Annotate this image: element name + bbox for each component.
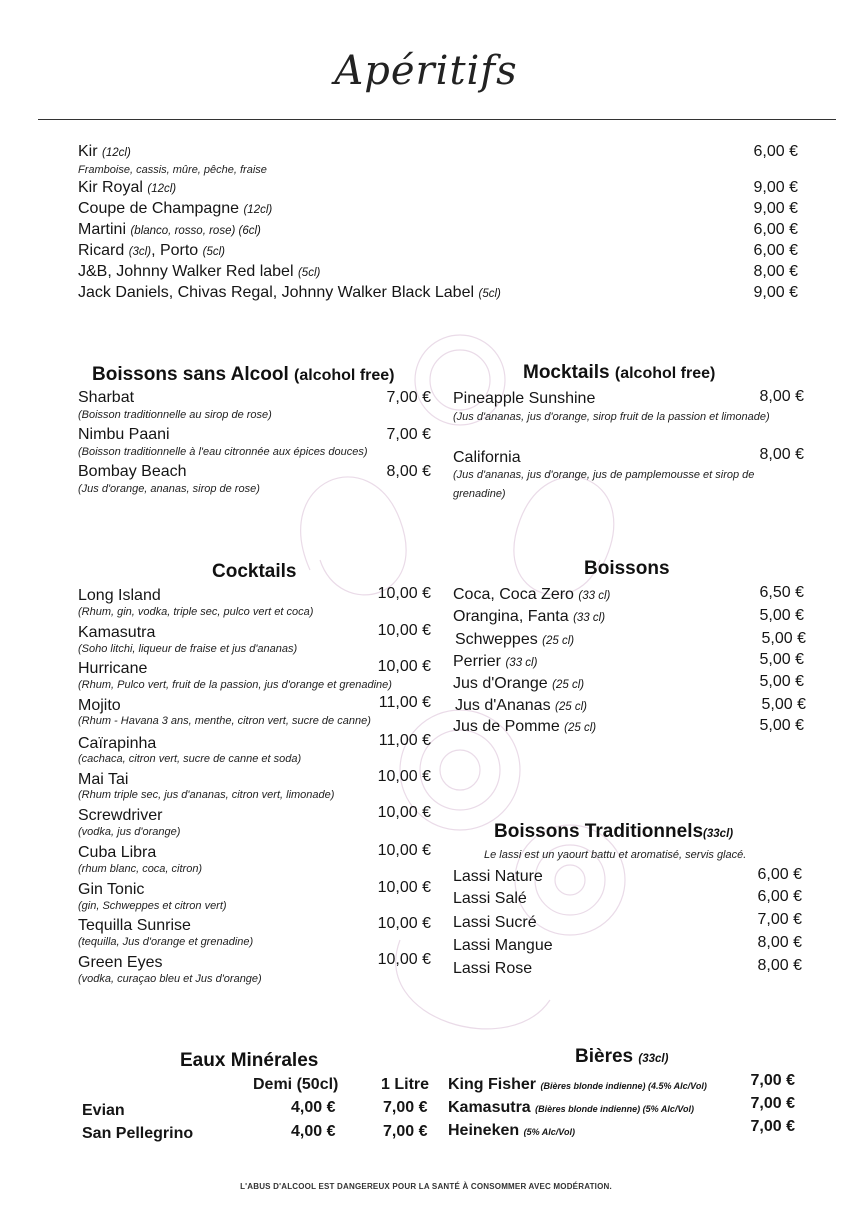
column-header-demi: Demi (50cl) xyxy=(253,1076,339,1093)
item-description: (Jus d'ananas, jus d'orange, sirop fruit de la passion et limonade) xyxy=(453,411,770,423)
section-title-mocktails xyxy=(523,362,715,384)
item-price: 7,00 € xyxy=(750,1095,795,1112)
item-size: (33 cl) xyxy=(578,590,611,602)
item-name: Jus de Pomme xyxy=(453,718,560,735)
item-price: 8,00 € xyxy=(757,957,802,974)
item-description: (Jus d'orange, ananas, sirop de rose) xyxy=(78,483,260,495)
page-title: Apéritifs xyxy=(334,48,518,94)
item-price: 7,00 € xyxy=(750,1118,795,1135)
item-size: (25 cl) xyxy=(564,722,597,734)
item-price: 7,00 € xyxy=(750,1072,795,1089)
item-name: J&B, Johnny Walker Red label xyxy=(78,263,294,280)
item-price: 6,00 € xyxy=(757,888,802,905)
item-description: (cachaca, citron vert, sucre de canne et soda) xyxy=(78,753,302,765)
item-size: (25 cl) xyxy=(555,701,587,713)
item-description: (vodka, jus d'orange) xyxy=(78,826,181,838)
item-name: Martini xyxy=(78,221,127,238)
item-name: Perrier xyxy=(453,653,502,670)
item-name: Ricard xyxy=(78,242,125,259)
item-price: 6,50 € xyxy=(759,584,804,601)
item-name: Screwdriver xyxy=(78,807,163,824)
section-title-text: Boissons sans Alcool xyxy=(92,364,289,385)
item-price: 10,00 € xyxy=(377,585,431,602)
item-price: 10,00 € xyxy=(377,622,431,639)
item-name: Mai Tai xyxy=(78,771,129,788)
item-price: 10,00 € xyxy=(377,842,431,859)
item-price: 8,00 € xyxy=(759,446,804,463)
item-size: (33 cl) xyxy=(573,612,606,624)
item-price: 5,00 € xyxy=(761,630,806,647)
item-name: Bombay Beach xyxy=(78,463,187,480)
item-price: 10,00 € xyxy=(377,768,431,785)
item-name: Tequilla Sunrise xyxy=(78,917,191,934)
item-name: Lassi Rose xyxy=(453,960,533,977)
item-price: 6,00 € xyxy=(757,866,802,883)
item-name: Lassi Sucré xyxy=(453,914,537,931)
item-name: Jus d'Ananas xyxy=(455,697,551,714)
section-title-cocktails: Cocktails xyxy=(212,561,297,582)
section-title-note: (33cl) xyxy=(703,828,734,840)
item-name: Heineken xyxy=(448,1122,520,1139)
item-name: Long Island xyxy=(78,587,161,604)
list-item xyxy=(78,242,798,263)
item-price-demi: 4,00 € xyxy=(291,1099,336,1116)
item-size: (25 cl) xyxy=(552,679,585,691)
item-description: (Boisson traditionnelle à l'eau citronnée aux épices douces) xyxy=(78,446,368,458)
item-description: (Rhum triple sec, jus d'ananas, citron vert, limonade) xyxy=(78,789,335,801)
item-size-2: (5cl) xyxy=(202,246,226,258)
item-price: 10,00 € xyxy=(377,658,431,675)
item-price: 10,00 € xyxy=(377,804,431,821)
item-name: Coupe de Champagne xyxy=(78,200,240,217)
item-price: 5,00 € xyxy=(759,673,804,690)
title-divider xyxy=(38,119,836,120)
item-price: 10,00 € xyxy=(377,879,431,896)
item-name: Lassi Nature xyxy=(453,868,543,885)
item-price: 9,00 € xyxy=(753,200,798,217)
column-header-litre: 1 Litre xyxy=(381,1076,430,1093)
item-name: Hurricane xyxy=(78,660,148,677)
section-title-eaux: Eaux Minérales xyxy=(180,1050,319,1071)
item-name: Jack Daniels, Chivas Regal, Johnny Walker Black Label xyxy=(78,284,475,301)
item-price-demi: 4,00 € xyxy=(291,1123,336,1140)
item-description: (Soho litchi, liqueur de fraise et jus d'ananas) xyxy=(78,643,298,655)
item-price: 6,00 € xyxy=(753,242,798,259)
item-price: 5,00 € xyxy=(761,696,806,713)
item-price: 8,00 € xyxy=(386,463,431,480)
item-price: 7,00 € xyxy=(386,389,431,406)
item-description: (Rhum, Pulco vert, fruit de la passion, jus d'orange et grenadine) xyxy=(78,679,392,691)
item-name-2: , Porto xyxy=(151,242,199,259)
item-price: 5,00 € xyxy=(759,717,804,734)
item-size: (25 cl) xyxy=(542,635,575,647)
item-name: Kir Royal xyxy=(78,179,143,196)
list-item xyxy=(78,143,798,164)
item-description: (gin, Schweppes et citron vert) xyxy=(78,900,227,912)
item-description: (Jus d'ananas, jus d'orange, jus de pamplemousse et sirop de grenadine) xyxy=(453,469,755,500)
item-name: California xyxy=(453,449,521,466)
item-size: (5cl) xyxy=(297,267,321,279)
item-name: King Fisher xyxy=(448,1076,537,1093)
item-name: Coca, Coca Zero xyxy=(453,586,574,603)
item-size: (Bières blonde indienne) (4.5% Alc/Vol) xyxy=(540,1081,707,1091)
item-name: Kamasutra xyxy=(448,1099,531,1116)
item-price: 8,00 € xyxy=(757,934,802,951)
section-title-note: (33cl) xyxy=(638,1053,669,1065)
item-name: Pineapple Sunshine xyxy=(453,390,596,407)
item-price: 7,00 € xyxy=(386,426,431,443)
section-subtitle: Le lassi est un yaourt battu et aromatisé, servis glacé. xyxy=(484,849,747,861)
item-price: 11,00 € xyxy=(378,732,431,749)
item-description: Framboise, cassis, mûre, pêche, fraise xyxy=(78,164,267,176)
item-description: (vodka, curaçao bleu et Jus d'orange) xyxy=(78,973,262,985)
item-name: Jus d'Orange xyxy=(453,675,548,692)
section-title-boissons: Boissons xyxy=(584,558,670,579)
list-item xyxy=(78,284,798,305)
item-size: (blanco, rosso, rose) (6cl) xyxy=(130,225,261,237)
item-price: 5,00 € xyxy=(759,651,804,668)
item-name: Gin Tonic xyxy=(78,881,145,898)
item-price: 9,00 € xyxy=(753,179,798,196)
item-size: (12cl) xyxy=(243,204,273,216)
section-title-text: Bières xyxy=(575,1046,634,1067)
section-title-sans-alcool xyxy=(92,364,395,386)
item-name: Kir xyxy=(78,143,98,160)
item-size: (5% Alc/Vol) xyxy=(523,1127,575,1137)
section-title-note: (alcohol free) xyxy=(614,365,716,382)
list-item xyxy=(78,263,798,284)
item-name: Mojito xyxy=(78,697,121,714)
item-description: (Rhum - Havana 3 ans, menthe, citron vert, sucre de canne) xyxy=(78,715,371,727)
item-name: Schweppes xyxy=(455,631,538,648)
item-price: 9,00 € xyxy=(753,284,798,301)
item-price: 5,00 € xyxy=(759,607,804,624)
item-name: San Pellegrino xyxy=(82,1125,194,1142)
item-name: Lassi Salé xyxy=(453,890,527,907)
item-name: Caïrapinha xyxy=(78,735,157,752)
item-description: (Rhum, gin, vodka, triple sec, pulco vert et coca) xyxy=(78,606,314,618)
item-name: Green Eyes xyxy=(78,954,163,971)
item-description: (Boisson traditionnelle au sirop de rose) xyxy=(78,409,272,421)
list-item xyxy=(78,221,798,242)
item-size: (3cl) xyxy=(128,246,152,258)
item-price: 10,00 € xyxy=(377,951,431,968)
item-price-litre: 7,00 € xyxy=(383,1099,428,1116)
item-price: 6,00 € xyxy=(753,221,798,238)
item-price: 8,00 € xyxy=(753,263,798,280)
section-title-note: (alcohol free) xyxy=(294,367,395,384)
item-name: Orangina, Fanta xyxy=(453,608,569,625)
list-item xyxy=(78,200,798,221)
item-name: Lassi Mangue xyxy=(453,937,553,954)
item-size: (Bières blonde indienne) (5% Alc/Vol) xyxy=(535,1104,695,1114)
item-price-litre: 7,00 € xyxy=(383,1123,428,1140)
section-title-traditionnels xyxy=(494,821,733,843)
section-title-bieres xyxy=(575,1046,668,1068)
item-description: (rhum blanc, coca, citron) xyxy=(78,863,203,875)
item-size: (12cl) xyxy=(147,183,177,195)
item-size: (33 cl) xyxy=(505,657,538,669)
alcohol-warning: L'ABUS D'ALCOOL EST DANGEREUX POUR LA SANTÉ À CONSOMMER AVEC MODÉRATION. xyxy=(240,1182,612,1191)
item-price: 8,00 € xyxy=(759,388,804,405)
item-size: (5cl) xyxy=(478,288,501,300)
item-name: Kamasutra xyxy=(78,624,156,641)
item-name: Nimbu Paani xyxy=(78,426,170,443)
item-description: (tequilla, Jus d'orange et grenadine) xyxy=(78,936,254,948)
item-name: Cuba Libra xyxy=(78,844,157,861)
section-title-text: Boissons Traditionnels xyxy=(494,821,704,842)
list-item xyxy=(78,179,798,200)
item-name: Evian xyxy=(82,1102,125,1119)
section-title-text: Mocktails xyxy=(523,362,610,383)
item-size: (12cl) xyxy=(102,147,131,159)
item-price: 7,00 € xyxy=(757,911,802,928)
item-price: 6,00 € xyxy=(753,143,798,160)
item-price: 11,00 € xyxy=(378,694,431,711)
item-name: Sharbat xyxy=(78,389,135,406)
item-price: 10,00 € xyxy=(377,915,431,932)
